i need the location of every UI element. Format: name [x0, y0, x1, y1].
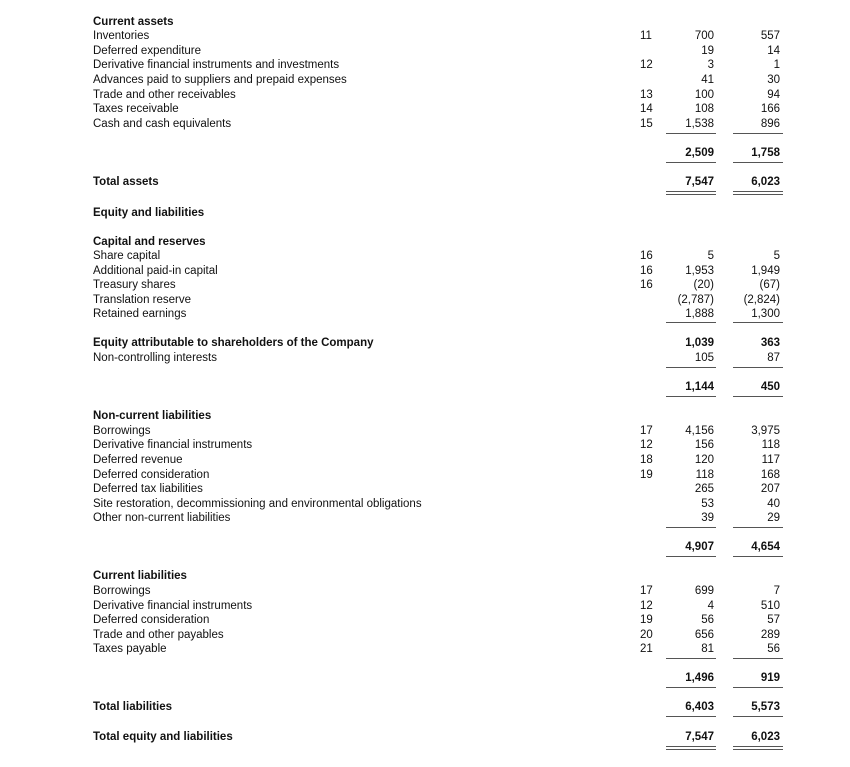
value-col1: 3 — [707, 59, 714, 71]
value-col2: 6,023 — [751, 176, 780, 188]
value-col2: 5,573 — [751, 701, 780, 713]
table-row — [0, 58, 850, 73]
note-ref: 19 — [640, 469, 653, 481]
total-liabilities-row — [0, 700, 850, 715]
value-col1: 1,144 — [685, 381, 714, 393]
value-col1: 100 — [694, 89, 714, 101]
rule — [733, 658, 783, 659]
value-col2: (2,824) — [743, 294, 780, 306]
rule — [733, 396, 783, 397]
row-label: Deferred tax liabilities — [93, 483, 203, 495]
table-row — [0, 438, 850, 453]
row-label: Equity attributable to shareholders of the Company — [93, 337, 374, 349]
table-row — [0, 511, 850, 526]
table-row — [0, 642, 850, 657]
value-col1: 1,888 — [685, 308, 714, 320]
double-rule — [733, 191, 783, 195]
value-col2: 168 — [760, 469, 780, 481]
section-heading-equity-liabilities — [0, 206, 850, 221]
section-heading-capital-reserves — [0, 235, 850, 250]
row-label: Other non-current liabilities — [93, 512, 231, 524]
row-label: Treasury shares — [93, 279, 176, 291]
heading: Non-current liabilities — [93, 410, 212, 422]
value-col2: 30 — [767, 74, 780, 86]
value-col2: 1,758 — [751, 147, 780, 159]
value-col1: 2,509 — [685, 147, 714, 159]
value-col2: 5 — [773, 250, 780, 262]
table-row — [0, 29, 850, 44]
row-label: Derivative financial instruments — [93, 600, 253, 612]
rule — [666, 716, 716, 717]
subtotal-non-current-liabilities — [0, 540, 850, 555]
row-label: Total liabilities — [93, 701, 173, 713]
row-label: Taxes receivable — [93, 103, 179, 115]
note-ref: 17 — [640, 585, 653, 597]
heading: Equity and liabilities — [93, 207, 205, 219]
row-label: Deferred consideration — [93, 614, 210, 626]
value-col2: 1 — [773, 59, 780, 71]
value-col1: 41 — [701, 74, 714, 86]
table-row — [0, 613, 850, 628]
row-label: Cash and cash equivalents — [93, 118, 232, 130]
rule — [666, 396, 716, 397]
total-assets-row — [0, 175, 850, 190]
equity-attributable-row — [0, 336, 850, 351]
double-rule — [733, 746, 783, 750]
row-label: Borrowings — [93, 585, 151, 597]
section-heading-current-assets — [0, 15, 850, 30]
row-label: Derivative financial instruments — [93, 439, 253, 451]
value-col1: 1,538 — [685, 118, 714, 130]
value-col2: 6,023 — [751, 731, 780, 743]
table-row — [0, 599, 850, 614]
value-col1: 56 — [701, 614, 714, 626]
value-col2: 94 — [767, 89, 780, 101]
value-col1: 118 — [695, 469, 714, 481]
value-col2: 450 — [760, 381, 780, 393]
value-col1: 1,039 — [685, 337, 714, 349]
value-col1: 4,907 — [685, 541, 714, 553]
table-row — [0, 88, 850, 103]
value-col1: 265 — [694, 483, 714, 495]
value-col1: 81 — [701, 643, 714, 655]
value-col2: 896 — [760, 118, 780, 130]
table-row — [0, 102, 850, 117]
note-ref: 16 — [640, 279, 653, 291]
value-col2: 4,654 — [751, 541, 780, 553]
value-col2: 510 — [760, 600, 780, 612]
value-col2: 363 — [760, 337, 780, 349]
table-row — [0, 482, 850, 497]
value-col2: 919 — [760, 672, 780, 684]
value-col1: 699 — [694, 585, 714, 597]
row-label: Inventories — [93, 30, 150, 42]
rule — [733, 527, 783, 528]
row-label: Translation reserve — [93, 294, 192, 306]
value-col2: 289 — [760, 629, 780, 641]
note-ref: 12 — [640, 59, 653, 71]
value-col1: 19 — [701, 45, 714, 57]
rule — [733, 716, 783, 717]
rule — [666, 162, 716, 163]
note-ref: 19 — [640, 614, 653, 626]
note-ref: 12 — [640, 600, 653, 612]
table-row — [0, 497, 850, 512]
table-row — [0, 44, 850, 59]
note-ref: 11 — [640, 30, 652, 42]
rule — [733, 367, 783, 368]
note-ref: 16 — [640, 265, 653, 277]
table-row — [0, 293, 850, 308]
total-equity-liabilities-row — [0, 730, 850, 745]
row-label: Total assets — [93, 176, 159, 188]
note-ref: 21 — [640, 643, 653, 655]
value-col1: 7,547 — [685, 731, 714, 743]
value-col2: 117 — [761, 454, 780, 466]
subtotal-current-assets — [0, 146, 850, 161]
rule — [666, 322, 716, 323]
value-col2: 1,949 — [751, 265, 780, 277]
note-ref: 20 — [640, 629, 653, 641]
subtotal-current-liabilities — [0, 671, 850, 686]
rule — [733, 322, 783, 323]
value-col2: 40 — [767, 498, 780, 510]
table-row — [0, 307, 850, 322]
value-col1: 6,403 — [685, 701, 714, 713]
note-ref: 18 — [640, 454, 653, 466]
row-label: Trade and other payables — [93, 629, 224, 641]
value-col1: 1,953 — [685, 265, 714, 277]
rule — [733, 162, 783, 163]
value-col1: 4,156 — [685, 425, 714, 437]
rule — [733, 133, 783, 134]
row-label: Trade and other receivables — [93, 89, 236, 101]
note-ref: 16 — [640, 250, 653, 262]
value-col1: 1,496 — [685, 672, 714, 684]
row-label: Total equity and liabilities — [93, 731, 233, 743]
table-row — [0, 424, 850, 439]
value-col1: 105 — [694, 352, 714, 364]
value-col2: 1,300 — [751, 308, 780, 320]
heading: Current assets — [93, 16, 174, 28]
table-row — [0, 453, 850, 468]
heading: Capital and reserves — [93, 236, 206, 248]
table-row — [0, 628, 850, 643]
note-ref: 17 — [640, 425, 653, 437]
value-col2: 557 — [760, 30, 780, 42]
row-label: Deferred revenue — [93, 454, 183, 466]
rule — [666, 687, 716, 688]
value-col2: (67) — [759, 279, 780, 291]
value-col2: 207 — [760, 483, 780, 495]
row-label: Borrowings — [93, 425, 151, 437]
value-col2: 3,975 — [751, 425, 780, 437]
note-ref: 15 — [640, 118, 653, 130]
note-ref: 14 — [640, 103, 653, 115]
value-col1: 700 — [694, 30, 714, 42]
section-heading-current-liabilities — [0, 569, 850, 584]
row-label: Taxes payable — [93, 643, 167, 655]
value-col2: 29 — [767, 512, 780, 524]
value-col1: 4 — [707, 600, 714, 612]
total-equity-row — [0, 380, 850, 395]
rule — [733, 556, 783, 557]
rule — [666, 133, 716, 134]
section-heading-non-current-liabilities — [0, 409, 850, 424]
rule — [666, 527, 716, 528]
value-col1: 7,547 — [685, 176, 714, 188]
value-col2: 118 — [761, 439, 780, 451]
non-controlling-row — [0, 351, 850, 366]
rule — [666, 367, 716, 368]
value-col1: (2,787) — [677, 294, 714, 306]
value-col1: 39 — [701, 512, 714, 524]
value-col2: 14 — [767, 45, 780, 57]
rule — [666, 658, 716, 659]
value-col1: 53 — [701, 498, 714, 510]
value-col1: 156 — [694, 439, 714, 451]
note-ref: 12 — [640, 439, 653, 451]
value-col2: 56 — [767, 643, 780, 655]
row-label: Site restoration, decommissioning and environmental obligations — [93, 498, 422, 510]
rule — [666, 556, 716, 557]
row-label: Additional paid-in capital — [93, 265, 218, 277]
table-row — [0, 73, 850, 88]
row-label: Deferred expenditure — [93, 45, 202, 57]
table-row — [0, 249, 850, 264]
row-label: Deferred consideration — [93, 469, 210, 481]
value-col1: 5 — [707, 250, 714, 262]
value-col2: 57 — [767, 614, 780, 626]
table-row — [0, 278, 850, 293]
table-row — [0, 264, 850, 279]
row-label: Non-controlling interests — [93, 352, 218, 364]
table-row — [0, 584, 850, 599]
value-col1: 656 — [694, 629, 714, 641]
rule — [733, 687, 783, 688]
heading: Current liabilities — [93, 570, 187, 582]
value-col1: 120 — [694, 454, 714, 466]
row-label: Derivative financial instruments and investments — [93, 59, 340, 71]
table-row — [0, 117, 850, 132]
value-col1: 108 — [694, 103, 714, 115]
value-col2: 166 — [760, 103, 780, 115]
note-ref: 13 — [640, 89, 653, 101]
double-rule — [666, 746, 716, 750]
row-label: Share capital — [93, 250, 161, 262]
value-col1: (20) — [693, 279, 714, 291]
table-row — [0, 468, 850, 483]
double-rule — [666, 191, 716, 195]
value-col2: 87 — [767, 352, 780, 364]
value-col2: 7 — [773, 585, 780, 597]
row-label: Retained earnings — [93, 308, 187, 320]
row-label: Advances paid to suppliers and prepaid expenses — [93, 74, 347, 86]
